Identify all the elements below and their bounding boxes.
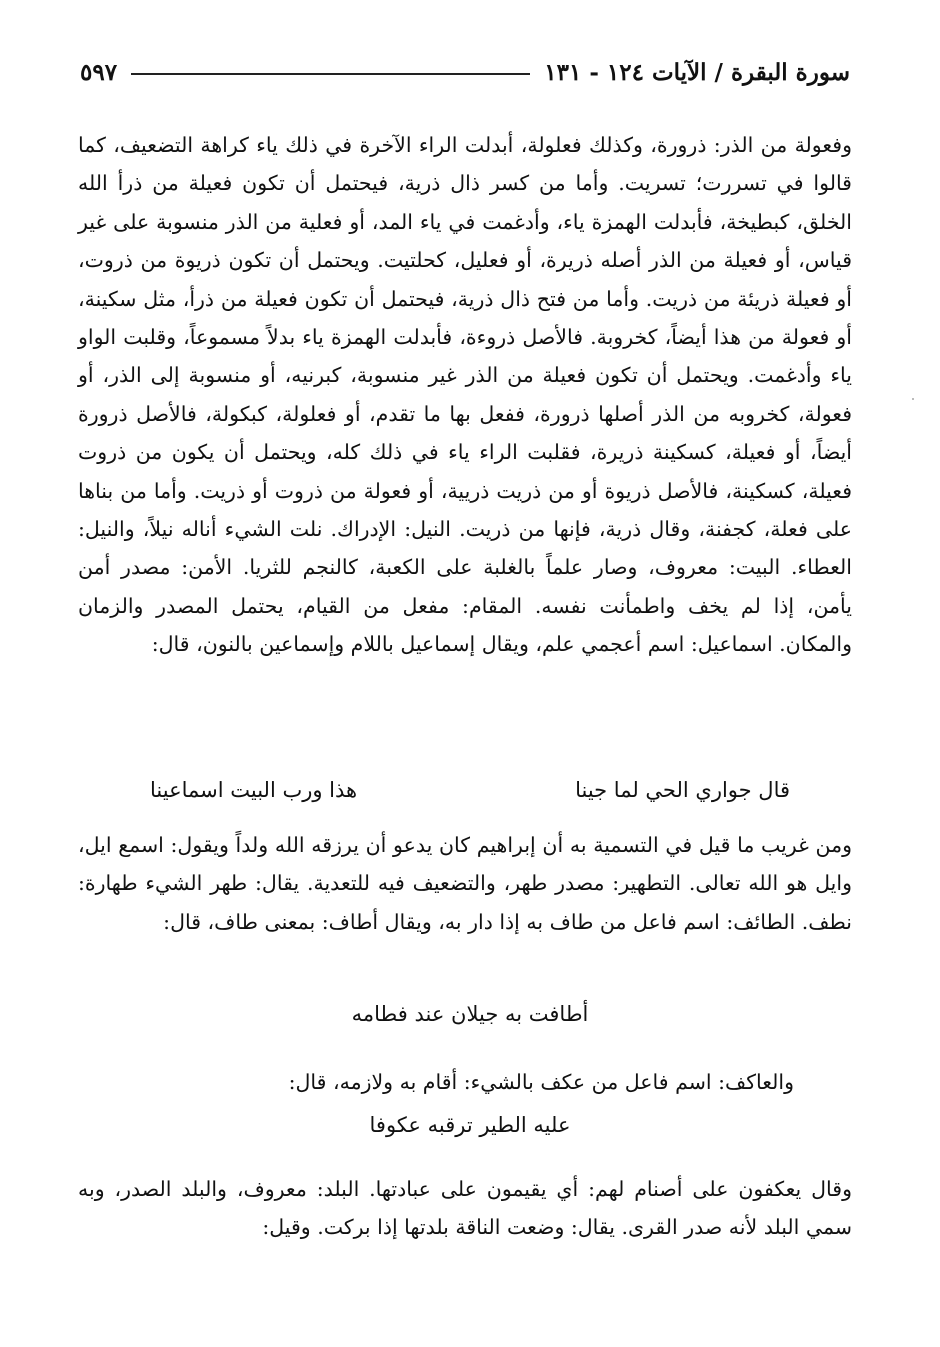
- running-header: [80, 50, 850, 94]
- verse-line: [150, 1002, 790, 1026]
- paragraph-text: وفعولة من الذر: ذرورة، وكذلك فعلولة، أبدلت الراء الآخرة في ذلك ياء كراهة التضعيف، كما قالوا في تسررت؛ تسريت. وأما من كسر ذال ذرية، فيحتمل أن تكون فعيلة من ذرأ الله الخلق، كبطيخة، فأبدلت الهمزة ياء، وأدغمت في ياء المد، أو فعلية من الذر منسوبة على غير قياس، أو فعيلة من الذر أصله ذريرة، أو فعليل، كحلتيت. ويحتمل أن تكون ذريوة من ذروت، أو فعيلة ذريئة من ذريت. وأما من فتح ذال ذرية، فيحتمل أن تكون فعيلة من ذرأ، مثل سكينة، أو فعولة من هذا أيضاً، كخروبة. فالأصل ذروءة، فأبدلت الهمزة ياء بدلاً مسموعاً، وقلبت الواو ياء وأدغمت. ويحتمل أن تكون فعيلة من الذر غير منسوبة، كبرنيه، أو منسوبة إلى الذر، أو فعولة، كخروبه من الذر أصلها ذرورة، ففعل بها ما تقدم، أو فعلولة، كبكولة، فالأصل ذرورة أيضاً، أو فعيلة، كسكينة ذريرة، فقلبت الراء ياء في ذلك كله، ويحتمل أن يكون من ذروت فعيلة، كسكينة، فالأصل ذريوة أو من ذريت ذريية، أو فعولة من ذروت أو ذريت. وأما من بناها على فعلة، كجفنة، وقال ذرية، فإنها من ذريت. النيل: الإدراك. نلت الشيء أناله نيلاً، والنيل: العطاء. البيت: معروف، وصار علماً بالغلبة على الكعبة، كالنجم للثريا. الأمن: مصدر أمن يأمن، إذا لم يخف واطمأنت نفسه. المقام: مفعل من القيام، يحتمل المصدر والزمان والمكان. اسماعيل: اسم أعجمي علم، ويقال إسماعيل باللام وإسماعين بالنون، قال:: [78, 133, 852, 657]
- verse-text: أطافت به جيلان عند فطامه: [351, 1002, 589, 1026]
- paragraph-text: وقال يعكفون على أصنام لهم: أي يقيمون على عبادتها. البلد: معروف، والبلد الصدر، وبه سمي البلد لأنه صدر القرى. يقال: وضعت الناقة بلدتها إذا بركت. وقيل:: [78, 1177, 852, 1240]
- verse-hemistich-right: قال جواري الحي لما جينا: [575, 778, 790, 802]
- page-number: ٥٩٧: [80, 58, 118, 86]
- paragraph-text: والعاكف: اسم فاعل من عكف بالشيء: أقام به ولازمه، قال:: [288, 1070, 794, 1094]
- paragraph-text: ومن غريب ما قيل في التسمية به أن إبراهيم كان يدعو أن يرزقه الله ولداً ويقول: اسمع ايل، وايل هو الله تعالى. التطهير: مصدر طهر، والتضعيف فيه للتعدية. يقال: طهر الشيء طهارة: نطف. الطائف: اسم فاعل من طاف به إذا دار به، ويقال أطاف: بمعنى طاف، قال:: [78, 833, 852, 934]
- header-rule: [131, 73, 530, 75]
- verse-hemistich-left: هذا ورب البيت اسماعينا: [150, 778, 358, 802]
- verse-couplet: [150, 770, 790, 810]
- paragraph-naming: [78, 826, 852, 941]
- paragraph-akif: [200, 1063, 794, 1101]
- verse-line: [150, 1113, 790, 1137]
- paragraph-balad: [78, 1170, 852, 1247]
- margin-speck: [912, 398, 914, 400]
- paragraph-main: [78, 126, 852, 664]
- chapter-title: سورة البقرة / الآيات ١٢٤ - ١٣١: [544, 58, 850, 86]
- verse-text: عليه الطير ترقبه عكوفا: [369, 1113, 571, 1137]
